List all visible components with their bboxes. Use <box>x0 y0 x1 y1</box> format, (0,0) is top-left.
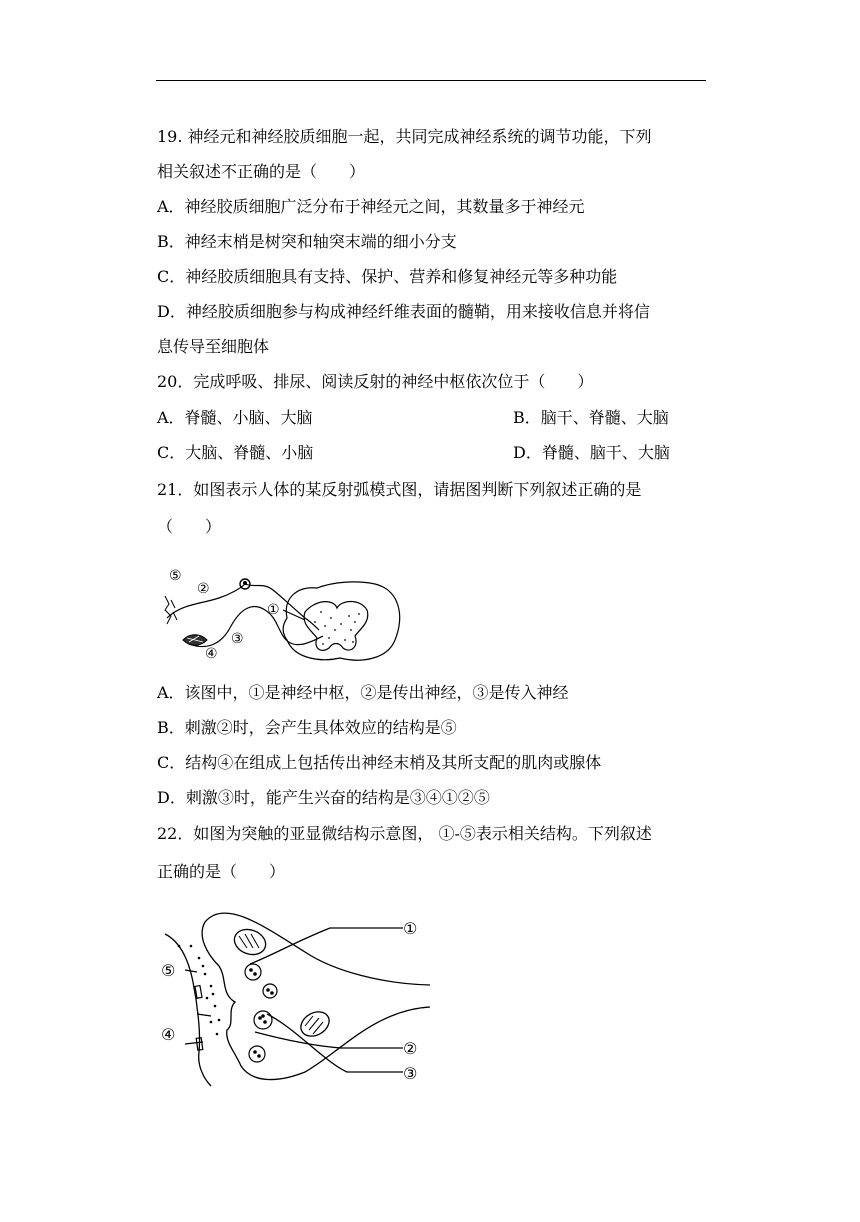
presynaptic-terminal <box>202 913 430 1080</box>
q19-option-c: C．神经胶质细胞具有支持、保护、营养和修复神经元等多种功能 <box>157 267 618 286</box>
q20-option-a: A．脊髓、小脑、大脑 <box>157 408 313 427</box>
efferent-nerve-fiber <box>189 607 323 647</box>
fig22-label-3: ③ <box>403 1064 418 1083</box>
fig22-label-5: ⑤ <box>161 961 176 980</box>
q21-option-d: D．刺激③时，能产生兴奋的结构是③④①②⑤ <box>157 788 490 807</box>
q21-option-a: A．该图中，①是神经中枢，②是传出神经，③是传入神经 <box>157 683 569 702</box>
q22-stem-line2: 正确的是（ ） <box>157 862 286 881</box>
q19-stem-line1: 19. 神经元和神经胶质细胞一起，共同完成神经系统的调节功能，下列 <box>157 127 652 146</box>
q21-option-b: B．刺激②时，会产生具体效应的结构是⑤ <box>157 718 457 737</box>
q20-option-b: B．脑干、脊髓、大脑 <box>513 408 669 427</box>
q19-option-a: A．神经胶质细胞广泛分布于神经元之间，其数量多于神经元 <box>157 197 585 216</box>
spinal-cord-outline <box>283 582 399 660</box>
receptors <box>195 986 211 1051</box>
gray-matter-dots <box>314 611 360 645</box>
fig21-label-3: ③ <box>231 631 244 647</box>
q19-stem-line2: 相关叙述不正确的是（ ） <box>157 162 366 181</box>
q20-option-c: C．大脑、脊髓、小脑 <box>157 443 314 462</box>
synapse-diagram <box>155 902 435 1090</box>
fig21-label-1: ① <box>267 602 280 618</box>
fig21-label-4: ④ <box>205 646 218 662</box>
fig21-label-2: ② <box>197 581 210 597</box>
q21-option-c: C．结构④在组成上包括传出神经末梢及其所支配的肌肉或腺体 <box>157 753 602 772</box>
fig21-label-5: ⑤ <box>169 568 182 584</box>
gray-matter <box>304 602 368 651</box>
header-rule <box>156 80 706 81</box>
q19-option-d-line1: D．神经胶质细胞参与构成神经纤维表面的髓鞘，用来接收信息并将信 <box>157 302 650 321</box>
q21-stem-line2: （ ） <box>157 517 222 536</box>
fig22-label-2: ② <box>403 1039 418 1058</box>
q20-option-d: D．脊髓、脑干、大脑 <box>513 443 670 462</box>
fig22-label-4: ④ <box>161 1025 176 1044</box>
q22-stem-line1: 22．如图为突触的亚显微结构示意图， ①-⑤表示相关结构。下列叙述 <box>157 824 652 843</box>
fig22-label-1: ① <box>403 919 418 938</box>
q21-stem-line1: 21．如图表示人体的某反射弧模式图，请据图判断下列叙述正确的是 <box>157 480 642 499</box>
receptor-skin <box>165 596 177 624</box>
synaptic-vesicles <box>245 964 277 1062</box>
q19-option-d-line2: 息传导至细胞体 <box>157 337 270 356</box>
q20-stem: 20．完成呼吸、排尿、阅读反射的神经中枢依次位于（ ） <box>157 372 594 391</box>
q19-option-b: B．神经末梢是树突和轴突末端的细小分支 <box>157 232 457 251</box>
reflex-arc-diagram <box>155 560 410 670</box>
postsynaptic-membrane <box>165 934 211 1086</box>
